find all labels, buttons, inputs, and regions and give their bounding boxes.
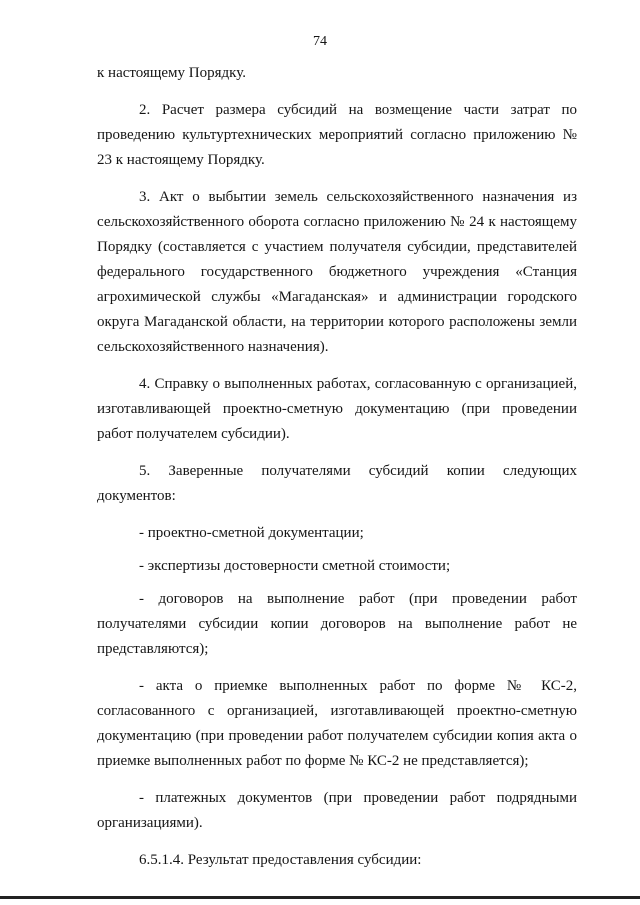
paragraph-item-3: 3. Акт о выбытии земель сельскохозяйственного назначения из сельскохозяйственного оборота согласно приложению № 24 к настоящему Порядку (составляется с участием получателя субсидии, представителей федерального государственного бюджетного учреждения «Станция агрохимической службы «Магаданская» и администрации городского округа Магаданской области, на территории которого расположены земли сельскохозяйственного назначения). (97, 189, 577, 355)
document-body (97, 61, 577, 885)
list-item-contracts: - договоров на выполнение работ (при проведении работ получателями субсидии копии договоров на выполнение работ не представляются); (97, 591, 577, 657)
list-item-acceptance-act: - акта о приемке выполненных работ по форме № КС-2, согласованного с организацией, изготавливающей проектно-сметную документацию (при проведении работ получателем субсидии копия акта о приемке выполненных работ по форме № КС-2 не представляется); (97, 678, 577, 769)
section-heading-6-5-1-4: 6.5.1.4. Результат предоставления субсидии: (139, 852, 422, 868)
page-number: 74 (313, 34, 327, 49)
list-item-payment-docs: - платежных документов (при проведении работ подрядными организациями). (97, 790, 577, 831)
paragraph-item-2: 2. Расчет размера субсидий на возмещение части затрат по проведению культуртехнических мероприятий согласно приложению № 23 к настоящему Порядку. (97, 102, 577, 168)
paragraph-continuation: к настоящему Порядку. (97, 65, 246, 81)
paragraph-item-5: 5. Заверенные получателями субсидий копии следующих документов: (97, 463, 577, 504)
list-item-expertise: - экспертизы достоверности сметной стоимости; (139, 558, 451, 574)
scan-bottom-edge (0, 896, 640, 899)
list-item-project-docs: - проектно-сметной документации; (139, 525, 364, 541)
paragraph-item-4: 4. Справку о выполненных работах, согласованную с организацией, изготавливающей проектно-сметную документацию (при проведении работ получателем субсидии). (97, 376, 577, 442)
